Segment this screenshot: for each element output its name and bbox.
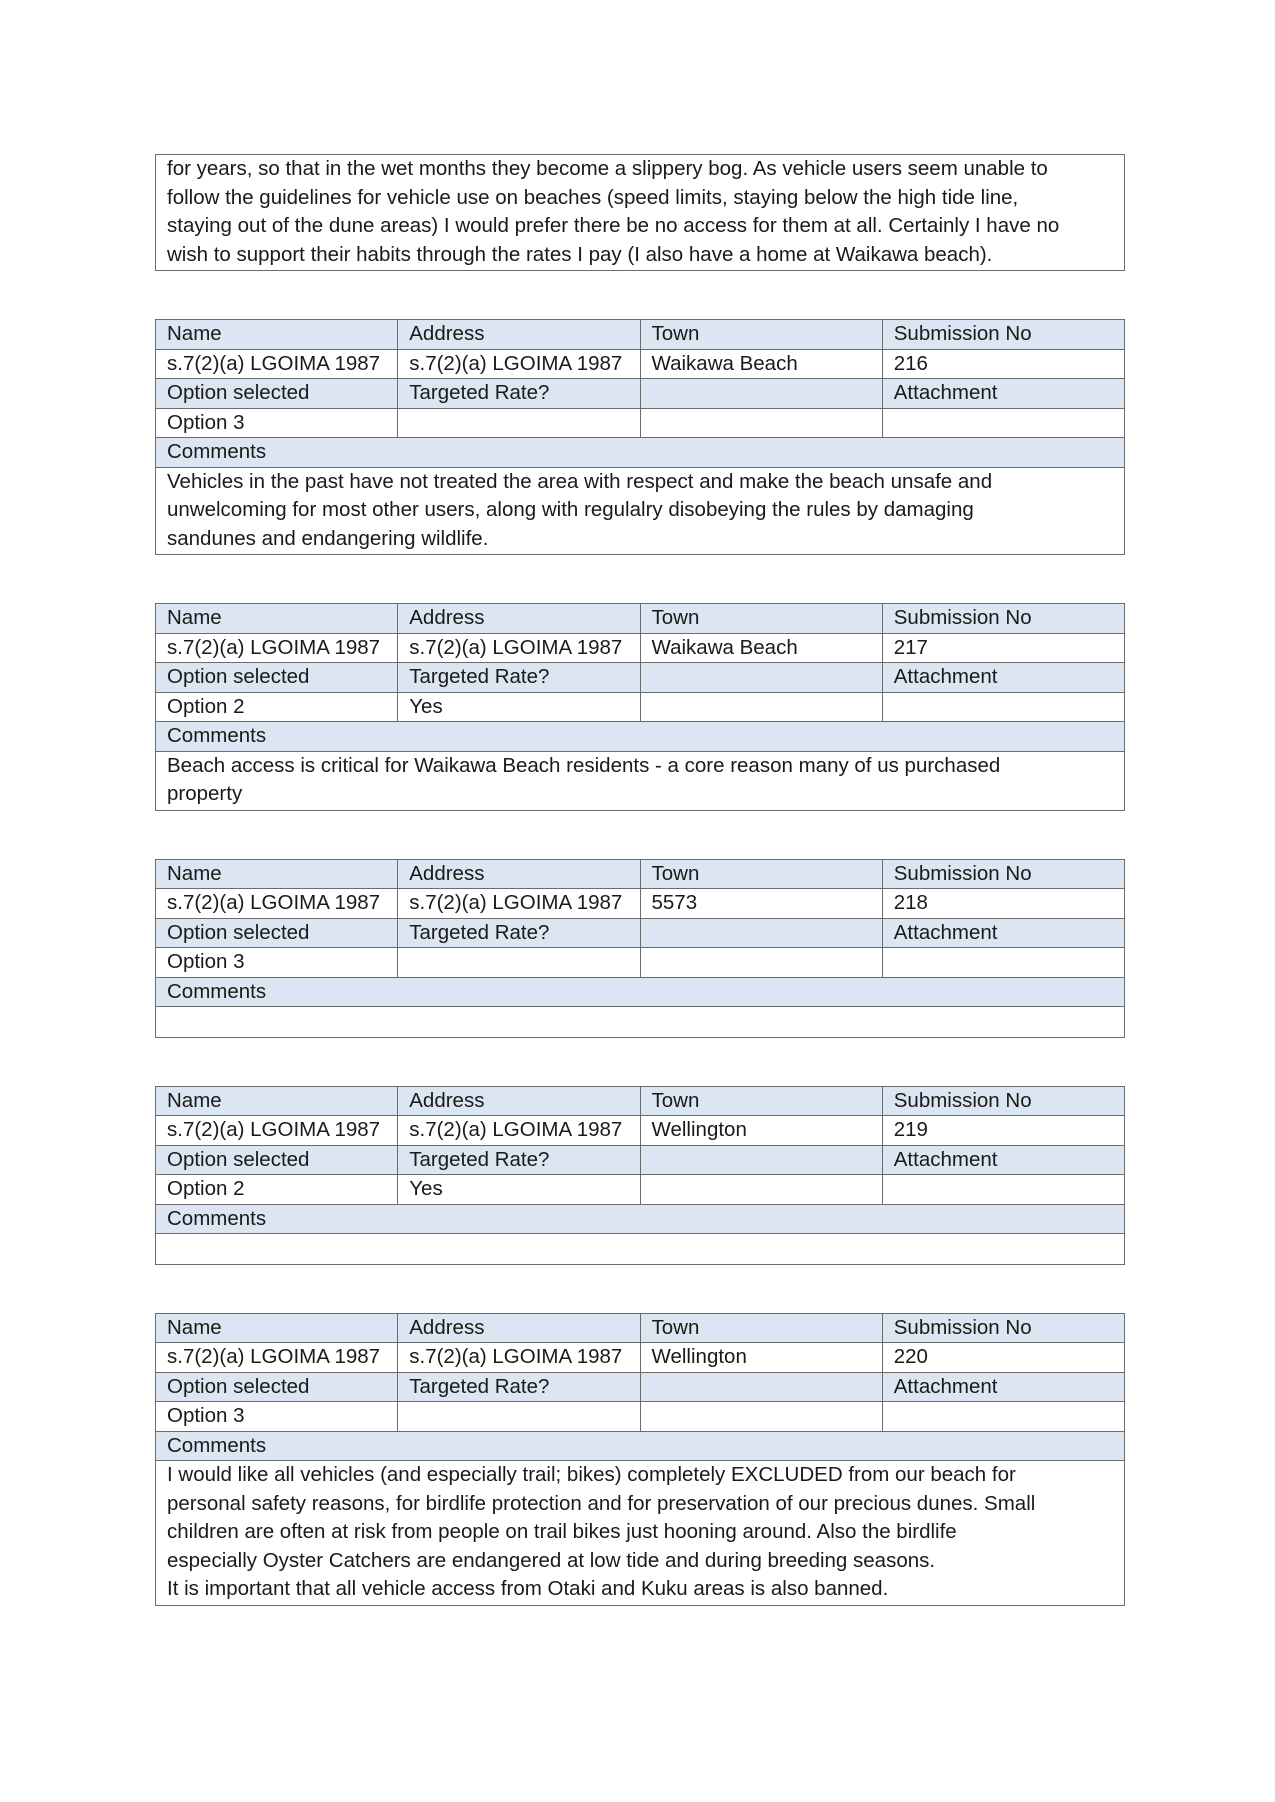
address-label: Address — [398, 604, 640, 634]
attachment-value — [882, 1402, 1124, 1432]
option-selected-label: Option selected — [156, 379, 398, 409]
name-value: s.7(2)(a) LGOIMA 1987 — [156, 889, 398, 919]
submission-no-value: 217 — [882, 633, 1124, 663]
comment-line: Beach access is critical for Waikawa Beach residents - a core reason many of us purchased — [167, 753, 1001, 777]
comment-line: property — [167, 782, 243, 805]
name-value: s.7(2)(a) LGOIMA 1987 — [156, 1116, 398, 1146]
comments-header-row — [156, 1431, 1125, 1461]
comment-line: wish to support their habits through the rates I pay (I also have a home at Waikawa beach). — [167, 242, 993, 266]
submission-table — [155, 603, 1125, 811]
option-selected-label: Option selected — [156, 663, 398, 693]
comments-header-row — [156, 438, 1125, 468]
name-label: Name — [156, 1313, 398, 1343]
option-value: Option 3 — [156, 408, 398, 438]
attachment-value — [882, 408, 1124, 438]
address-value: s.7(2)(a) LGOIMA 1987 — [398, 349, 640, 379]
details-row — [156, 349, 1125, 379]
option-header-row — [156, 1372, 1125, 1402]
town-value: Waikawa Beach — [640, 349, 882, 379]
comments-label: Comments — [156, 977, 1125, 1007]
option-header-row — [156, 1145, 1125, 1175]
town-label: Town — [640, 859, 882, 889]
address-value: s.7(2)(a) LGOIMA 1987 — [398, 1116, 640, 1146]
submission-no-label: Submission No — [882, 1086, 1124, 1116]
targeted-rate-label: Targeted Rate? — [398, 1145, 640, 1175]
option-selected-label: Option selected — [156, 918, 398, 948]
option-header-row — [156, 918, 1125, 948]
name-value: s.7(2)(a) LGOIMA 1987 — [156, 349, 398, 379]
continued-comment — [155, 154, 1125, 271]
option-row — [156, 948, 1125, 978]
document-page — [155, 154, 1125, 1606]
targeted-rate-value: Yes — [398, 1175, 640, 1205]
targeted-rate-label: Targeted Rate? — [398, 663, 640, 693]
attachment-label: Attachment — [882, 918, 1124, 948]
comment-line: It is important that all vehicle access from Otaki and Kuku areas is also banned. — [167, 1577, 889, 1600]
submission-table — [155, 1086, 1125, 1265]
targeted-rate-label: Targeted Rate? — [398, 379, 640, 409]
town-label: Town — [640, 1086, 882, 1116]
name-label: Name — [156, 1086, 398, 1116]
details-row — [156, 889, 1125, 919]
empty-cell — [640, 692, 882, 722]
table-spacer — [155, 1038, 1125, 1086]
attachment-label: Attachment — [882, 379, 1124, 409]
targeted-rate-label: Targeted Rate? — [398, 918, 640, 948]
option-value: Option 3 — [156, 1402, 398, 1432]
comment-line: personal safety reasons, for birdlife protection and for preservation of our precious dunes. Small — [167, 1491, 1036, 1515]
comments-value — [156, 1234, 1125, 1265]
submission-no-value: 220 — [882, 1343, 1124, 1373]
comments-row — [156, 1461, 1125, 1606]
comment-line: especially Oyster Catchers are endangered at low tide and during breeding seasons. — [167, 1548, 936, 1572]
option-selected-label: Option selected — [156, 1372, 398, 1402]
name-value: s.7(2)(a) LGOIMA 1987 — [156, 633, 398, 663]
table-spacer — [155, 555, 1125, 603]
name-label: Name — [156, 604, 398, 634]
header-row — [156, 320, 1125, 350]
option-row — [156, 408, 1125, 438]
header-row — [156, 1313, 1125, 1343]
town-label: Town — [640, 604, 882, 634]
comments-label: Comments — [156, 722, 1125, 752]
town-value: Wellington — [640, 1116, 882, 1146]
comments-label: Comments — [156, 1204, 1125, 1234]
comment-line-empty — [167, 1007, 1124, 1036]
option-header-row — [156, 379, 1125, 409]
comments-value — [156, 467, 1125, 555]
submission-no-label: Submission No — [882, 604, 1124, 634]
targeted-rate-value: Yes — [398, 692, 640, 722]
comment-line: sandunes and endangering wildlife. — [167, 526, 489, 550]
option-value: Option 2 — [156, 692, 398, 722]
comment-line: I would like all vehicles (and especially trail; bikes) completely EXCLUDED from our beach for — [167, 1463, 1016, 1486]
targeted-rate-value — [398, 1402, 640, 1432]
address-label: Address — [398, 1313, 640, 1343]
empty-cell — [640, 1402, 882, 1432]
table-spacer — [155, 1265, 1125, 1313]
empty-cell — [640, 1372, 882, 1402]
comment-line: children are often at risk from people on trail bikes just hooning around. Also the birdlife — [167, 1520, 957, 1543]
comments-row — [156, 467, 1125, 555]
comments-row — [156, 1007, 1125, 1038]
town-label: Town — [640, 320, 882, 350]
option-row — [156, 692, 1125, 722]
town-value: 5573 — [640, 889, 882, 919]
comments-value — [156, 1007, 1125, 1038]
attachment-value — [882, 1175, 1124, 1205]
header-row — [156, 1086, 1125, 1116]
details-row — [156, 1116, 1125, 1146]
submission-list — [155, 319, 1125, 1606]
town-value: Wellington — [640, 1343, 882, 1373]
targeted-rate-value — [398, 408, 640, 438]
name-label: Name — [156, 320, 398, 350]
comments-row — [156, 1234, 1125, 1265]
attachment-value — [882, 948, 1124, 978]
submission-no-label: Submission No — [882, 1313, 1124, 1343]
comments-row — [156, 751, 1125, 810]
attachment-label: Attachment — [882, 663, 1124, 693]
town-value: Waikawa Beach — [640, 633, 882, 663]
attachment-value — [882, 692, 1124, 722]
address-label: Address — [398, 859, 640, 889]
submission-no-label: Submission No — [882, 320, 1124, 350]
empty-cell — [640, 379, 882, 409]
option-value: Option 2 — [156, 1175, 398, 1205]
header-row — [156, 859, 1125, 889]
option-value: Option 3 — [156, 948, 398, 978]
address-value: s.7(2)(a) LGOIMA 1987 — [398, 1343, 640, 1373]
submission-no-label: Submission No — [882, 859, 1124, 889]
empty-cell — [640, 663, 882, 693]
empty-cell — [640, 1175, 882, 1205]
comments-header-row — [156, 1204, 1125, 1234]
comment-line-empty — [167, 1234, 1124, 1263]
comments-label: Comments — [156, 1431, 1125, 1461]
comments-value — [156, 1461, 1125, 1606]
address-value: s.7(2)(a) LGOIMA 1987 — [398, 633, 640, 663]
option-selected-label: Option selected — [156, 1145, 398, 1175]
empty-cell — [640, 408, 882, 438]
empty-cell — [640, 1145, 882, 1175]
submission-no-value: 219 — [882, 1116, 1124, 1146]
comment-line: follow the guidelines for vehicle use on beaches (speed limits, staying below the high tide line, — [167, 185, 1019, 209]
name-value: s.7(2)(a) LGOIMA 1987 — [156, 1343, 398, 1373]
submission-table — [155, 319, 1125, 555]
comment-line: for years, so that in the wet months they become a slippery bog. As vehicle users seem unable to — [167, 157, 1048, 180]
address-label: Address — [398, 320, 640, 350]
table-spacer — [155, 811, 1125, 859]
comments-label: Comments — [156, 438, 1125, 468]
targeted-rate-label: Targeted Rate? — [398, 1372, 640, 1402]
submission-table — [155, 1313, 1125, 1606]
option-row — [156, 1175, 1125, 1205]
town-label: Town — [640, 1313, 882, 1343]
option-row — [156, 1402, 1125, 1432]
targeted-rate-value — [398, 948, 640, 978]
empty-cell — [640, 948, 882, 978]
name-label: Name — [156, 859, 398, 889]
comments-value — [156, 751, 1125, 810]
details-row — [156, 633, 1125, 663]
comment-line: Vehicles in the past have not treated the area with respect and make the beach unsafe and — [167, 469, 993, 493]
comment-line: unwelcoming for most other users, along with regulalry disobeying the rules by damaging — [167, 498, 974, 521]
option-header-row — [156, 663, 1125, 693]
details-row — [156, 1343, 1125, 1373]
comment-line: staying out of the dune areas) I would prefer there be no access for them at all. Certainly I have no — [167, 214, 1060, 237]
comments-header-row — [156, 977, 1125, 1007]
attachment-label: Attachment — [882, 1145, 1124, 1175]
comments-header-row — [156, 722, 1125, 752]
attachment-label: Attachment — [882, 1372, 1124, 1402]
submission-no-value: 218 — [882, 889, 1124, 919]
empty-cell — [640, 918, 882, 948]
submission-table — [155, 859, 1125, 1038]
submission-no-value: 216 — [882, 349, 1124, 379]
address-label: Address — [398, 1086, 640, 1116]
header-row — [156, 604, 1125, 634]
address-value: s.7(2)(a) LGOIMA 1987 — [398, 889, 640, 919]
